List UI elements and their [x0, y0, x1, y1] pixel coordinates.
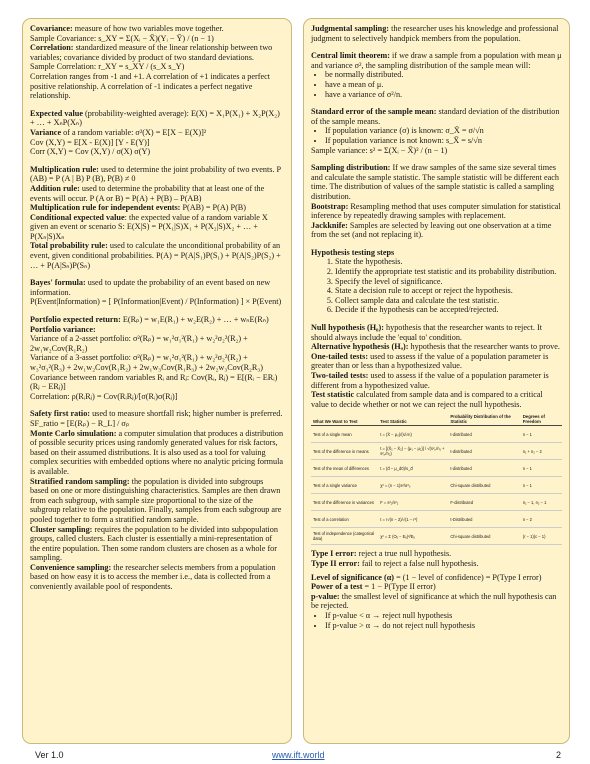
table-cell: n − 2: [521, 511, 562, 528]
sem-item: • If population variance (σ) is known: σ_X̄ = σ/√n: [325, 126, 562, 136]
correlation-def: Correlation: standardized measure of the linear relationship between two variables; covariance divided by product of two standard deviations.: [30, 43, 273, 62]
table-cell: Test of a single variance: [311, 477, 378, 494]
table-cell: t = (X̄ − μ₀)/(s/√n): [378, 426, 448, 443]
table-cell: Test of the mean of differences: [311, 460, 378, 477]
table-cell: Test of independence (categorical data): [311, 528, 378, 545]
table-cell: t = [(X̄₁ − X̄₂) − (μ₁ − μ₂)] / √(s²ₚ/n₁ + s²ₚ/n₂): [378, 443, 448, 460]
total-probability-rule: Total probability rule: used to calculate the unconditional probability of an event, given conditional probabilities. P(A) = P(A|S₁)P(S₁) + P(A|S₂)P(S₂) + … + P(A|Sₙ)P(Sₙ): [30, 241, 281, 270]
sample-covariance-formula: Sample Covariance: s_XY = Σ(Xᵢ − X̄)(Yᵢ − Ȳ) / (n − 1): [30, 33, 214, 43]
table-cell: Chi-square distributed: [448, 477, 520, 494]
hypothesis-steps-title: Hypothesis testing steps: [311, 247, 395, 257]
clt-list: [311, 70, 562, 99]
variance-3-asset: Variance of a 3-asset portfolio: σ²(Rₚ) = w₁²σ₁²(R₁) + w₂²σ₂²(R₂) + w₃²σ₃²(R₃) + 2w₁w₂Cov(R₁R₂) + 2w₁w₃Cov(R₁R₃) + 2w₂w₃Cov(R₂R₃): [30, 353, 263, 372]
correlation-random-vars: Correlation: ρ(RᵢRⱼ) = Cov(RᵢRⱼ)/[σ(Rᵢ)σ(Rⱼ)]: [30, 391, 178, 401]
hypothesis-step: 5. Collect sample data and calculate the test statistic.: [335, 296, 562, 306]
table-header-row: [311, 413, 562, 426]
convenience-sampling: Convenience sampling: the researcher selects members from a population based on how easy it is to access the member i.e., data is collected from a conveniently available pool of respondents.: [30, 562, 276, 592]
clt-item: • have a mean of μ.: [325, 80, 562, 90]
table-row: [311, 494, 562, 511]
alternative-hypothesis: Alternative hypothesis (Hₐ): hypothesis that the researcher wants to prove.: [311, 342, 560, 352]
table-header: What We Want to Test: [311, 413, 378, 426]
one-tailed-tests: One-tailed tests: used to assess if the value of a population parameter is greater than or less than a hypothesized value.: [311, 351, 549, 371]
table-cell: t-distributed: [448, 443, 520, 460]
p-value-def: p-value: the smallest level of significance at which the null hypothesis can be rejected.: [311, 591, 557, 611]
p-value-list: [311, 611, 562, 630]
page-number: 2: [556, 750, 562, 760]
right-column: [303, 18, 570, 744]
multiplication-rule-independent: Multiplication rule for independent events: P(AB) = P(A) P(B): [30, 203, 246, 213]
table-cell: n − 1: [521, 426, 562, 443]
table-cell: Test of the difference in means: [311, 443, 378, 460]
table-cell: Test of a single mean: [311, 426, 378, 443]
sem-list: [311, 126, 562, 145]
hypothesis-step: 2. Identify the appropriate test statistic and its probability distribution.: [335, 267, 562, 277]
sample-variance-formula: Sample variance: s² = Σ(Xᵢ − X̄)² / (n − 1): [311, 145, 448, 155]
table-cell: n − 1: [521, 477, 562, 494]
monte-carlo-simulation: Monte Carlo simulation: a computer simulation that produces a distribution of possible security prices using randomly generated values for risk factors, based on their assumed distributions. It is also used as a tool for valuing complex securities with embedded options where no analytic pricing formula is available.: [30, 428, 284, 476]
clt-item: • be normally distributed.: [325, 70, 562, 80]
portfolio-variance-title: Portfolio variance:: [30, 324, 96, 334]
test-statistic-def: Test statistic calculated from sample data and is compared to a critical value to decide whether or not we can reject the null hypothesis.: [311, 390, 543, 409]
power-of-test: Power of a test = 1 − P(Type II error): [311, 582, 436, 592]
hypothesis-step: 6. Decide if the hypothesis can be accepted/rejected.: [335, 305, 562, 315]
level-of-significance: Level of significance (α) = (1 − level of confidence) = P(Type I error): [311, 572, 542, 582]
hypothesis-steps-list: [311, 257, 562, 315]
table-row: [311, 528, 562, 545]
test-statistic-table: [311, 413, 562, 545]
type-1-error: Type I error: reject a true null hypothesis.: [311, 549, 452, 559]
bootstrap-def: Bootstrap: Resampling method that uses computer simulation for statistical inference by repeatedly drawing samples with replacement.: [311, 201, 561, 221]
table-cell: F-distributed: [448, 494, 520, 511]
table-cell: Chi-square distributed: [448, 528, 520, 545]
table-cell: t-Distributed: [448, 511, 520, 528]
null-hypothesis: Null hypothesis (H₀): hypothesis that the researcher wants to reject. It should always include the 'equal to' condition.: [311, 323, 542, 342]
sem-item: • If population variance is not known: s_X̄ = s/√n: [325, 136, 562, 146]
left-column: [22, 18, 292, 744]
table-cell: n − 1: [521, 460, 562, 477]
type-2-error: Type II error: fail to reject a false null hypothesis.: [311, 558, 479, 568]
central-limit-theorem: Central limit theorem: if we draw a sample from a population with mean μ and variance σ², the sampling distribution of the sample mean will:: [311, 51, 562, 70]
addition-rule: Addition rule: used to determine the probability that at least one of the events will occur. P (A or B) = P(A) + P(B) – P(AB): [30, 183, 265, 203]
table-header: Test Statistic: [378, 413, 448, 426]
two-tailed-tests: Two-tailed tests: used to assess if the value of a population parameter is different from a hypothesized value.: [311, 371, 549, 390]
bayes-formula-def: Bayes' formula: used to update the probability of an event based on new information.: [30, 278, 271, 297]
stratified-sampling: Stratified random sampling: the population is divided into subgroups based on one or more distinguishing characteristics. Samples are then drawn from each subgroup, with sample size proportional to the size of the subgroup relative to the population. Finally, samples from each subgroup are pooled together to form a stratified random sample.: [30, 476, 282, 524]
p-value-item: • If p-value < α → reject null hypothesis: [325, 611, 562, 621]
table-cell: t = (d̄ − μ_d0)/s_d̄: [378, 460, 448, 477]
variance-2-asset: Variance of a 2-asset portfolio: σ²(Rₚ) = w₁²σ₁²(R₁) + w₂²σ₂²(R₂) + 2w₁w₂Cov(R₁R₂): [30, 334, 248, 353]
table-header: Degrees of Freedom: [521, 413, 562, 426]
bayes-formula: P(Event|Information) = [ P(Information|Event) / P(Information) ] × P(Event): [30, 297, 282, 307]
conditional-expected-value: Conditional expected value: the expected value of a random variable X given an event or scenario S: E(X|S) = P(X₁|S)X₁ + P(X₂|S)X₂ + … + P(Xₙ|S)Xₙ: [30, 212, 268, 241]
portfolio-expected-return: Portfolio expected return: E(Rₚ) = w₁E(R₁) + w₂E(R₂) + … + wₙE(Rₙ): [30, 315, 269, 325]
clt-item: • have a variance of σ²/n.: [325, 90, 562, 100]
table-cell: t-distributed: [448, 460, 520, 477]
table-cell: Test of a correlation: [311, 511, 378, 528]
hypothesis-step: 3. Specify the level of significance.: [335, 277, 562, 287]
table-cell: χ² = Σ (Oᵢⱼ − Eᵢⱼ)²/Eᵢⱼ: [378, 528, 448, 545]
table-cell: (r − 1)(c − 1): [521, 528, 562, 545]
covariance-def: Covariance: measure of how two variables move together.: [30, 24, 224, 33]
table-cell: n₁ + n₂ − 2: [521, 443, 562, 460]
table-row: [311, 443, 562, 460]
variance-def: Variance of a random variable: σ²(X) = E[X − E(X)]²: [30, 127, 207, 137]
table-row: [311, 460, 562, 477]
cov-formula: Cov (X,Y) = E[X - E(X)] [Y - E(Y)]: [30, 137, 150, 147]
website-link[interactable]: www.ift.world: [272, 750, 325, 760]
judgmental-sampling: Judgmental sampling: the researcher uses his knowledge and professional judgment to selectively handpick members from the population.: [311, 24, 559, 43]
version-label: Ver 1.0: [35, 750, 64, 760]
cluster-sampling: Cluster sampling: requires the population to be divided into subpopulation groups, called clusters. Each cluster is essentially a mini-representation of the entire population. Then some random clusters are chosen as a whole for sampling.: [30, 524, 278, 563]
hypothesis-step: 1. State the hypothesis.: [335, 257, 562, 267]
table-cell: n₁ − 1, n₂ − 1: [521, 494, 562, 511]
p-value-item: • If p-value > α → do not reject null hypothesis: [325, 621, 562, 631]
jackknife-def: Jackknife: Samples are selected by leaving out one observation at a time from the set (and not replacing it).: [311, 220, 552, 240]
corr-formula: Corr (X,Y) = Cov (X,Y) / σ(X) σ(Y): [30, 147, 151, 157]
multiplication-rule: Multiplication rule: used to determine the joint probability of two events. P (AB) = P (A | B) P (B), P(B) ≠ 0: [30, 164, 281, 184]
table-cell: χ² = (n − 1)s²/σ²₀: [378, 477, 448, 494]
safety-first-ratio: Safety first ratio: used to measure shortfall risk; higher number is preferred. SF_ratio = [E(Rₚ) − R_L] / σₚ: [30, 409, 283, 428]
table-row: [311, 477, 562, 494]
hypothesis-step: 4. State a decision rule to accept or reject the hypothesis.: [335, 286, 562, 296]
table-cell: t = r√(n − 2)/√(1 − r²): [378, 511, 448, 528]
table-cell: t-distributed: [448, 426, 520, 443]
table-header: Probability Distribution of the Statistic: [448, 413, 520, 426]
table-row: [311, 511, 562, 528]
table-cell: Test of the difference in variances: [311, 494, 378, 511]
correlation-range: Correlation ranges from -1 and +1. A correlation of +1 indicates a perfect positive relationship. A correlation of -1 indicates a perfect negative relationship.: [30, 71, 270, 101]
table-cell: F = s²₁/s²₂: [378, 494, 448, 511]
covariance-random-vars: Covariance between random variables Rᵢ and Rⱼ: Cov(Rᵢ, Rⱼ) = E[(Rᵢ − ERᵢ)(Rⱼ − ERⱼ)]: [30, 372, 278, 392]
expected-value-def: Expected value (probability-weighted average): E(X) = X₁P(X₁) + X₂P(X₂) + … + XₙP(Xₙ): [30, 108, 280, 128]
table-row: [311, 426, 562, 443]
standard-error-def: Standard error of the sample mean: standard deviation of the distribution of the sample means.: [311, 107, 560, 126]
sample-correlation-formula: Sample Correlation: r_XY = s_XY / (s_X s_Y): [30, 62, 185, 72]
sampling-distribution: Sampling distribution: If we draw samples of the same size several times and calculate the sample statistic. The sample statistic will be different each time. The distribution of values of the sample statistic is called a sampling distribution.: [311, 163, 559, 201]
